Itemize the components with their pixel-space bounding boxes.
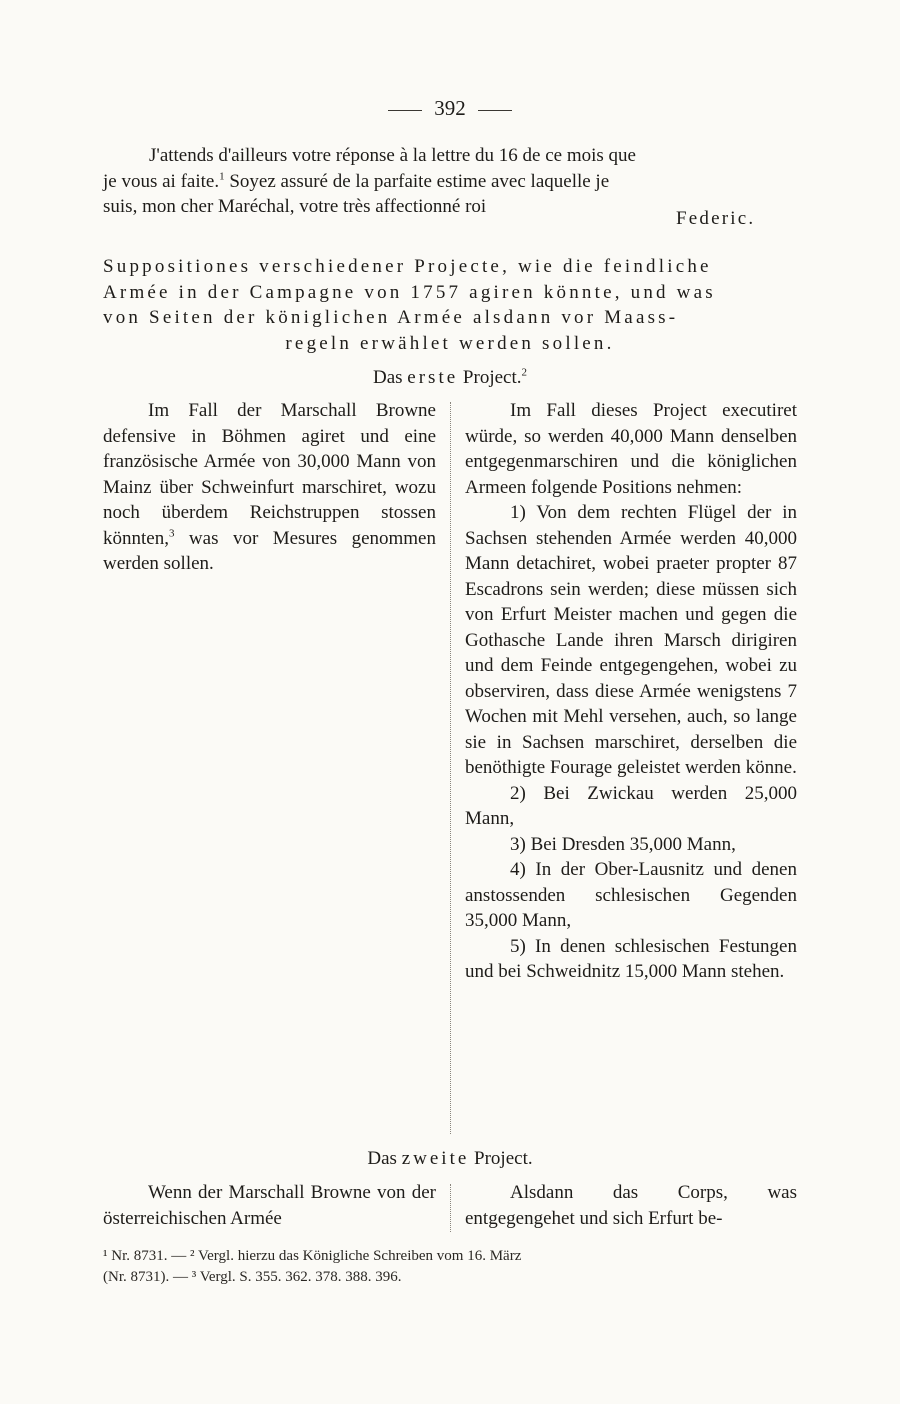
position-item-2: 2) Bei Zwickau werden 25,000 Mann, [465, 782, 797, 829]
project-2-left-text: Wenn der Marschall Browne von der österreichischen Armée [103, 1182, 436, 1229]
project-1-title: Das erste Project.$^2$ [372, 366, 527, 388]
column-divider [450, 402, 451, 1134]
project-1-right-intro: Im Fall dieses Project executiret würde, so werden 40,000 Mann denselben entgegenmarschiren und die königlichen Armeen folgende Positions nehmen: [465, 400, 797, 498]
heading-line-4: regeln erwählet werden sollen. [285, 332, 615, 354]
position-item-1: 1) Von dem rechten Flügel der in Sachsen stehenden Armée werden 40,000 Mann detachiret, wobei praeter propter 87 Escadrons sein werden; diese müssen sich von Erfurt Meister machen und gegen die Gothasche Lande ihren Marsch dirigiren und dem Feinde entgegengehen, wobei zu observiren, dass diese Armée wenigstens 7 Wochen mit Mehl versehen, auch, so lange sie in Sachsen marschiret, derselben die benöthigte Fourage geleistet werden könne. [465, 502, 797, 778]
footnote-ref-3: 3 [168, 527, 175, 540]
dash-left [388, 110, 422, 111]
page-number [0, 96, 900, 121]
footnote-line-1: ¹ Nr. 8731. — ² Vergl. hierzu das Königliche Schreiben vom 16. März [103, 1248, 522, 1264]
project-2-right-text: Alsdann das Corps, was entgegengehet und sich Erfurt be- [465, 1182, 797, 1229]
footnote-ref-1: 1 [219, 170, 225, 183]
column-divider-2 [450, 1184, 451, 1232]
letter-line-2: je vous ai faite.$^1$ Soyez assuré de la parfaite estime avec laquelle je [103, 170, 610, 192]
project-2-left-column [103, 1180, 436, 1231]
footnote-line-2: (Nr. 8731). — ³ Vergl. S. 355. 362. 378. 388. 396. [103, 1269, 402, 1285]
position-item-4: 4) In der Ober-Lausnitz und denen anstossenden schlesischen Gegenden 35,000 Mann, [465, 859, 797, 931]
project-1-left-column [103, 398, 436, 577]
position-item-5: 5) In denen schlesischen Festungen und bei Schweidnitz 15,000 Mann stehen. [465, 935, 797, 982]
page-number-text: 392 [434, 96, 466, 120]
letter-line-3: suis, mon cher Maréchal, votre très affectionné roi [103, 196, 487, 217]
dash-right [478, 110, 512, 111]
position-item-3: 3) Bei Dresden 35,000 Mann, [510, 833, 736, 855]
footnotes [103, 1246, 797, 1288]
project-1-right-column [465, 398, 797, 985]
heading-line-1: Suppositiones verschiedener Projecte, wie die feindliche [103, 256, 712, 277]
signature: Federic. [676, 208, 756, 229]
heading-line-2: Armée in der Campagne von 1757 agiren könnte, und was [103, 281, 716, 303]
heading-line-3: von Seiten der königlichen Armée alsdann vor Maass- [103, 307, 679, 328]
section-heading [103, 254, 797, 356]
letter-line-1: J'attends d'ailleurs votre réponse à la lettre du 16 de ce mois que [149, 145, 636, 166]
footnote-ref-2: 2 [521, 366, 527, 379]
project-2-title: Das zweite Project. [367, 1148, 533, 1169]
project-2-right-column [465, 1180, 797, 1231]
project-1-left-text: Im Fall der Marschall Browne defensive in Böhmen agiret und eine französische Armée von 30,000 Mann von Mainz über Schweinfurt marschiret, wozu noch überdem Reichstruppen stossen könnten,$^3$ was vor Mesures genommen werden sollen. [103, 400, 436, 574]
